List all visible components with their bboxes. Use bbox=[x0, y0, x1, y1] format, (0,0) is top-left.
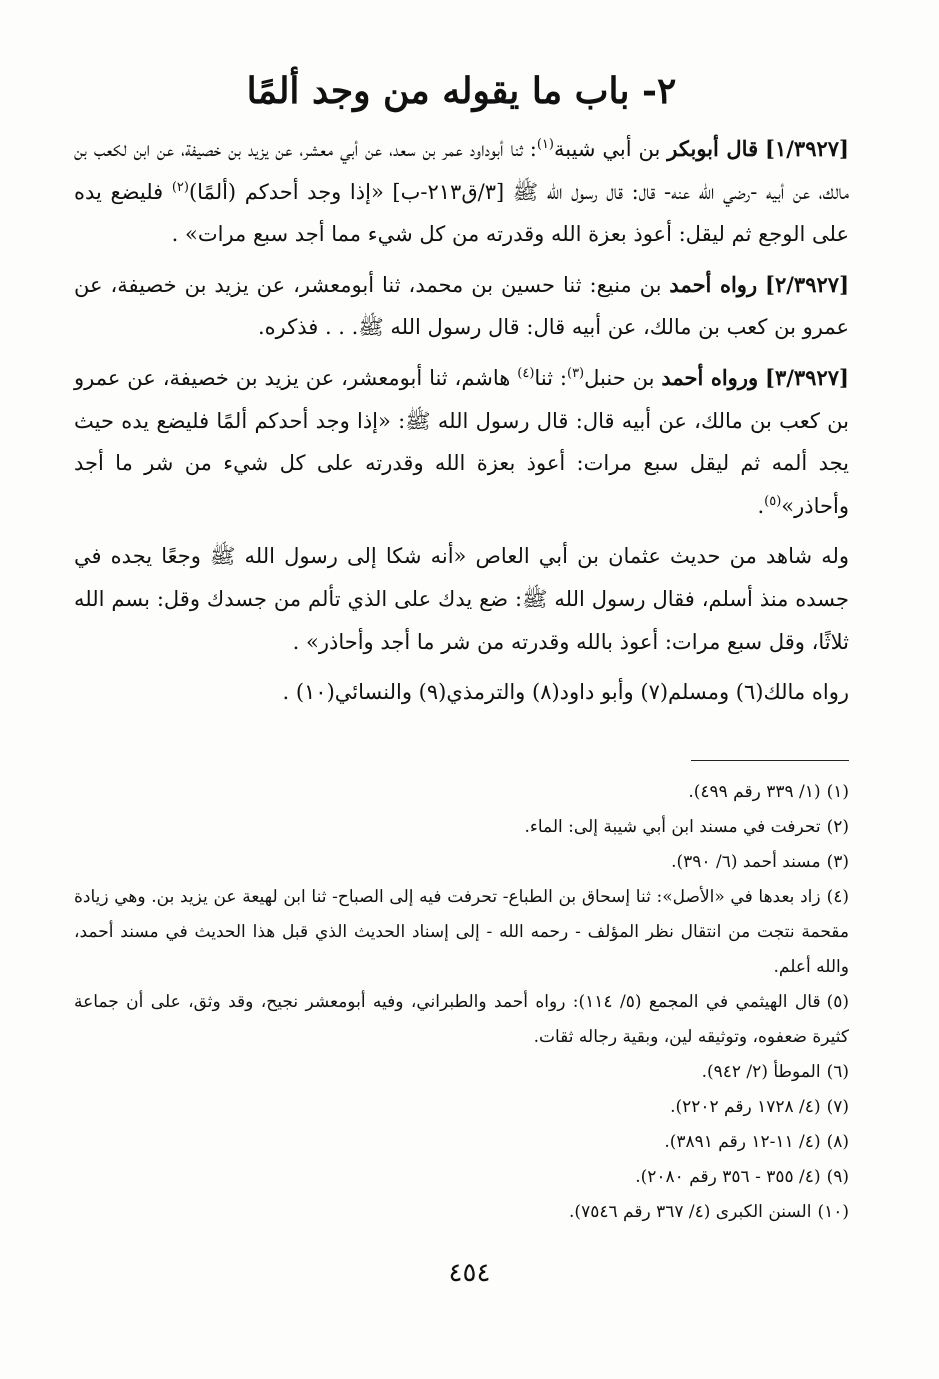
hadith-text: هاشم، ثنا أبومعشر، عن يزيد بن خصيفة، عن عمرو بن كعب بن مالك، عن أبيه قال: قال رسول الله ﷺ: «إذا وجد أحدكم ألمًا فليضع يده حيث يجد ألمه ثم ليقل سبع مرات: أعوذ بعزة الله وقدرته على كل شيء من شر ما أجد وأحاذر» bbox=[74, 365, 849, 518]
hadith-number: [٣/٣٩٢٧] bbox=[765, 364, 849, 390]
footnote-number: (٤) bbox=[826, 886, 849, 907]
footnote-4 bbox=[74, 880, 849, 985]
hadith-text: فليضع يده على الوجع ثم ليقل: أعوذ بعزة الله وقدرته من كل شيء مما أجد سبع مرات» . bbox=[74, 179, 849, 247]
footnote-text: مسند أحمد (٦/ ٣٩٠). bbox=[671, 851, 821, 872]
footnote-text: السنن الكبرى (٤/ ٣٦٧ رقم ٧٥٤٦). bbox=[569, 1201, 812, 1222]
sources-paragraph: رواه مالك(٦) ومسلم(٧) وأبو داود(٨) والترمذي(٩) والنسائي(١٠) . bbox=[282, 680, 849, 705]
footnotes bbox=[74, 775, 849, 1230]
footnote-number: (١) bbox=[826, 781, 849, 802]
footnote-text: (٤/ ١١-١٢ رقم ٣٨٩١). bbox=[664, 1131, 821, 1152]
footnote-number: (٣) bbox=[826, 851, 849, 872]
footnote-text: (١/ ٣٣٩ رقم ٤٩٩). bbox=[688, 781, 821, 802]
narrator-rest: بن حنبل bbox=[584, 365, 662, 390]
page-number: ٤٥٤ bbox=[448, 1258, 491, 1288]
hadith-text: : ثنا bbox=[534, 365, 567, 390]
chapter-title: ٢- باب ما يقوله من وجد ألمًا bbox=[246, 70, 677, 112]
footnote-text: (٤/ ٣٥٥ - ٣٥٦ رقم ٢٠٨٠). bbox=[635, 1166, 821, 1187]
footnote-ref[interactable]: (٣) bbox=[566, 365, 585, 381]
footnote-8 bbox=[74, 1125, 849, 1160]
witness-paragraph: وله شاهد من حديث عثمان بن أبي العاص «أنه شكا إلى رسول الله ﷺ وجعًا يجده في جسده منذ أسلم، فقال رسول الله ﷺ: ضع يدك على الذي تألم من جسدك وقل: بسم الله ثلاثًا، وقل سبع مرات: أعوذ بالله وقدرته من شر ما أجد وأحاذر» . bbox=[74, 544, 849, 654]
footnote-number: (٩) bbox=[826, 1166, 849, 1187]
footnote-2 bbox=[74, 810, 849, 845]
hadith-paragraph-3 bbox=[74, 357, 849, 527]
footnote-number: (١٠) bbox=[817, 1201, 849, 1222]
hadith-paragraph-2 bbox=[74, 264, 849, 349]
footnote-text: تحرفت في مسند ابن أبي شيبة إلى: الماء. bbox=[524, 816, 821, 837]
hadith-number: [٢/٣٩٢٧] bbox=[765, 271, 849, 297]
narrator-rest: بن أبي شيبة bbox=[553, 137, 668, 161]
footnote-divider bbox=[691, 760, 849, 761]
hadith-paragraph-1 bbox=[74, 128, 849, 256]
footnote-number: (٢) bbox=[826, 816, 849, 837]
footnote-6 bbox=[74, 1055, 849, 1090]
footnote-number: (٨) bbox=[826, 1131, 849, 1152]
footnote-ref[interactable]: (٥) bbox=[764, 493, 782, 509]
footnote-ref[interactable]: (١) bbox=[536, 137, 554, 152]
footnote-number: (٥) bbox=[826, 991, 850, 1012]
hadith-text: . bbox=[757, 493, 765, 518]
footnote-9 bbox=[74, 1160, 849, 1195]
hadith-text: : ثنا أبوداود عمر بن سعد، عن أبي معشر، عن يزيد بن خصيفة، عن ابن لكعب بن مالك، عن أبيه -رضي الله عنه- قال: قال رسول الله ﷺ [٣/ق٢١٣-ب] «إذا وجد أحدكم (ألمًا) bbox=[74, 137, 850, 204]
footnote-5 bbox=[74, 985, 849, 1055]
narrator-name: قال أبوبكر bbox=[667, 136, 759, 161]
footnote-7 bbox=[74, 1090, 849, 1125]
footnote-number: (٦) bbox=[826, 1061, 849, 1082]
footnote-1 bbox=[74, 775, 849, 810]
footnote-text: الموطأ (٢/ ٩٤٢). bbox=[701, 1061, 821, 1082]
footnote-10 bbox=[74, 1195, 849, 1230]
narrator-name: ورواه أحمد bbox=[661, 364, 759, 390]
footnote-number: (٧) bbox=[826, 1096, 849, 1117]
hadith-text: بن منيع: ثنا حسين بن محمد، ثنا أبومعشر، عن يزيد بن خصيفة، عن عمرو بن كعب بن مالك، عن أبيه قال: قال رسول الله ﷺ. . . فذكره. bbox=[74, 272, 849, 340]
footnote-ref[interactable]: (٤) bbox=[517, 365, 535, 381]
footnote-text: (٤/ ١٧٢٨ رقم ٢٢٠٢). bbox=[670, 1096, 821, 1117]
hadith-number: [١/٣٩٢٧] bbox=[765, 136, 849, 161]
footnote-ref[interactable]: (٢) bbox=[171, 179, 189, 195]
footnote-text: زاد بعدها في «الأصل»: ثنا إسحاق بن الطباع- تحرفت فيه إلى الصباح- ثنا ابن لهيعة عن يزيد بن. وهي زيادة مقحمة نتجت من انتقال نظر المؤلف - رحمه الله - إلى إسناد الحديث الذي قبل هذا الحديث في مسند أحمد، والله أعلم. bbox=[74, 886, 849, 977]
footnote-3 bbox=[74, 845, 849, 880]
narrator-name: رواه أحمد bbox=[669, 271, 758, 297]
footnote-text: قال الهيثمي في المجمع (٥/ ١١٤): رواه أحمد والطبراني، وفيه أبومعشر نجيح، وقد وثق، على أن جماعة كثيرة ضعفوه، وتوثيقه لين، وبقية رجاله ثقات. bbox=[74, 991, 849, 1047]
